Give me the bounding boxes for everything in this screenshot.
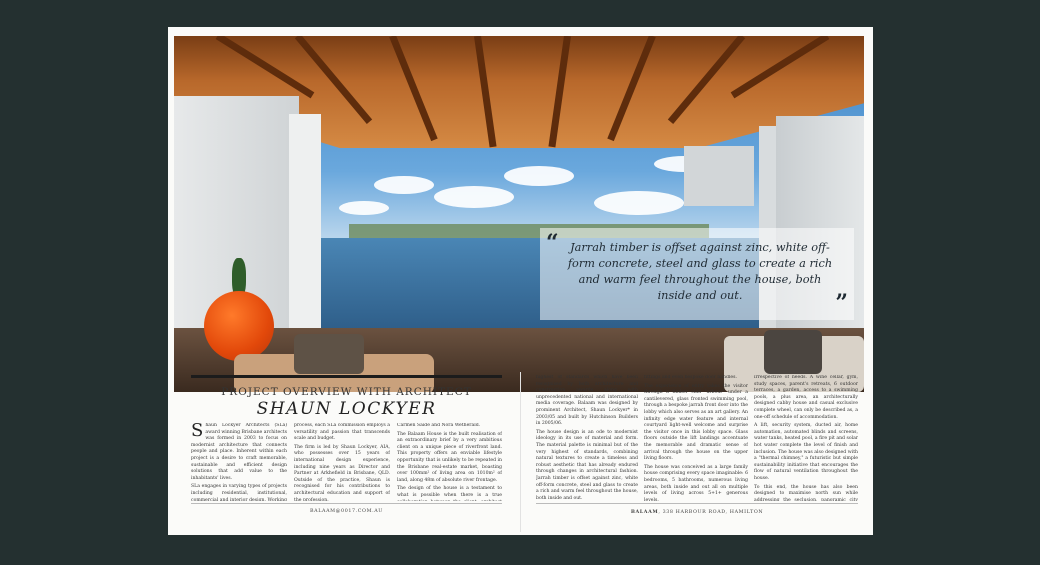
title-rule bbox=[191, 375, 502, 378]
cloud bbox=[594, 191, 684, 215]
body-column-3 bbox=[397, 423, 502, 501]
paragraph: The firm is led by Shaun Lockyer, AIA, who possesses over 15 years of international design experience, including nine years as Director and Partner at Arkhefield in Brisbane, QLD. Outside of the practice, Shaun is recognised for his contributions to architectural education and support of the profession. bbox=[294, 444, 390, 501]
paragraph: The house was conceived as a large family house comprising every space imaginable: 6 bedrooms, 5 bathrooms, numerous living areas, both inside and out all on multiple levels of living across 5+1+ generous levels. bbox=[644, 464, 748, 501]
paragraph: highest of standards which have been recognised by both architecture and construction awards along with unprecedented national and international media coverage. Balaam was designed by prominent Architect, Shaun Lockyer* in 2003/05 and built by Hutchinson Builders in 2005/06. bbox=[536, 375, 638, 427]
cloud bbox=[374, 176, 434, 194]
article-headline: SHAUN LOCKYER bbox=[256, 399, 437, 419]
paragraph: The house design is an ode to modernist ideology in its use of material and form. The material palette is minimal but of the very highest of standards, combining natural textures to create a timeless and robust aesthetic that has already endured through changes in architectural fashion. Jarrah timber is offset against zinc, white off-form concrete, steel and glass to create a rich and warm feel throughout the house, both inside and out. bbox=[536, 429, 638, 501]
pull-quote-text: Jarrah timber is offset against zinc, white off-form concrete, steel and glass to create a rich and warm feel throughout the house, both inside and out. bbox=[567, 241, 833, 302]
orange-planter bbox=[204, 291, 274, 361]
footer-address: , 338 HARBOUR ROAD, HAMILTON bbox=[658, 510, 764, 515]
body-column-4 bbox=[536, 375, 638, 501]
paragraph: fittings and even bespoke door handles. bbox=[644, 375, 737, 380]
body-column-5 bbox=[644, 375, 748, 501]
open-quote-icon: “ bbox=[546, 230, 559, 256]
footer-brand: BALAAM bbox=[630, 509, 659, 515]
cushion-left bbox=[294, 334, 364, 374]
cloud bbox=[339, 201, 389, 215]
cloud bbox=[504, 166, 574, 186]
body-column-2 bbox=[294, 423, 390, 501]
body-column-6 bbox=[754, 375, 858, 501]
drop-cap: S bbox=[191, 423, 204, 441]
footer-rule-right bbox=[536, 503, 858, 504]
paragraph: The Balaam House is the built realisation of an extraordinary brief by a very ambitious client on a unique piece of riverfront land. This property offers an enviable lifestyle opportunity that is unlikely to be repeated in the Brisbane real-estate market, boasting over 100mm² of living area on 1010m² of land, along 48m of absolute river frontage. bbox=[397, 431, 502, 483]
magazine-spread bbox=[168, 27, 873, 535]
paragraph: process, each SLa commission employs a versatility and passion that transcends scale and budget. bbox=[294, 423, 390, 442]
footer-rule-left bbox=[191, 503, 502, 504]
footer-right bbox=[536, 509, 858, 515]
cloud bbox=[434, 186, 514, 208]
article-kicker: PROJECT OVERVIEW WITH ARCHITECT bbox=[221, 386, 472, 398]
paragraph: Carmen Saide and Nora Wetherald. bbox=[397, 423, 481, 428]
concrete-panel bbox=[684, 146, 754, 206]
paragraph: To this end, the house has also been designed to maximise north sun while addressing the seclusion, panoramic city bbox=[754, 484, 858, 501]
paragraph: A lift, security system, ducted air, home automation, automated blinds and screens, water tanks, heated pool, a fire pit and solar hot water complete the level of finish and inclusion. The house was also designed with a "thermal chimney," a futuristic but simple sustainability initiative that encourages the flow of natural ventilation throughout the house. bbox=[754, 423, 858, 481]
paragraph: SLa engages in varying types of projects including residential, institutional, commercial and interior design. Working bbox=[191, 484, 287, 501]
cushion-right bbox=[764, 330, 822, 374]
body-column-1 bbox=[191, 423, 287, 501]
paragraph: The design of the house is a testament to what is possible when there is a true bbox=[397, 486, 502, 498]
page-gutter bbox=[520, 372, 521, 532]
paragraph: The experience of entry takes the visitor through a timber clad "arbour" under a cantilevered, glass fronted swimming pool, through a bespoke jarrah front door into the lobby which also serves as an art gallery. An infinity edge water feature and internal courtyard light-well welcome and surprise the visitor once in this lobby space. Glass floors outside the lift landings accentuate the memorable and dramatic sense of arrival through the house on the upper living floors. bbox=[644, 383, 748, 462]
paragraph: irrespective of needs. A wine cellar, gym, study spaces, parent's retreats, 6 outdoor terraces, a garden, access to a swimming pools, a plus area, an architecturally designed cabby house and casual exclusive complete wheel, can only be described as, a one-off schedule of accommodation. bbox=[754, 375, 858, 420]
hero-photo bbox=[174, 36, 864, 392]
paragraph: haun Lockyer Architects (SLa) award winning Brisbane architects was formed in 2003 to focus on modernist architecture that connects people and place. Inherent within each project is a desire to craft memorable, sustainable and efficient design solutions that add value to the inhabitants' lives. bbox=[191, 423, 287, 481]
close-quote-icon: ” bbox=[835, 290, 848, 316]
footer-left: BALAAM@0017.COM.AU bbox=[310, 509, 383, 514]
pull-quote bbox=[540, 228, 854, 320]
